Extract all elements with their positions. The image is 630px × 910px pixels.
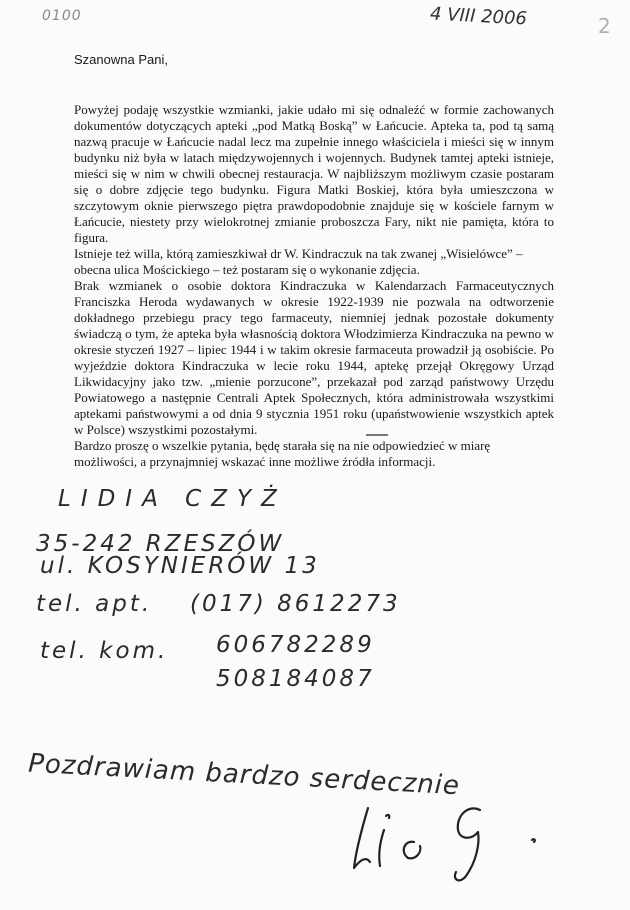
pharmacy-phone-label: tel. apt. bbox=[36, 591, 153, 617]
mobile-phone-1: 606782289 bbox=[216, 632, 375, 658]
divider-dash bbox=[366, 434, 388, 436]
page-number: 2 bbox=[598, 14, 611, 38]
mobile-phone-label: tel. kom. bbox=[40, 638, 169, 664]
reference-number: 0100 bbox=[42, 8, 82, 24]
paragraph-closing: Bardzo proszę o wszelkie pytania, będę starała się na nie odpowiedzieć w miarę możliwości, a przynajmniej wskazać inne możliwe źródła informacji. bbox=[74, 438, 491, 469]
paragraph-history: Brak wzmianek o osobie doktora Kindraczuka w Kalendarzach Farmaceutycznych Franciszka Heroda wydawanych w okresie 1922-1939 nie pozwala na odtworzenie dokładnego przebiegu pracy tego farmaceuty, niemniej jednak pozostałe dokumenty świadczą o tym, że apteka była własnością doktora Włodzimierza Kindraczuka na pewno w okresie styczeń 1927 – lipiec 1944 i w takim okresie farmaceuta prowadził ją osobiście. Po wyjeździe doktora Kindraczuka w lecie roku 1944, aptekę przejął Okręgowy Urząd Likwidacyjny jako tzw. „mienie porzucone”, przekazał pod zarząd państwowy Urzędu Powiatowego a następnie Centrali Aptek Społecznych, która administrowała wszystkimi aptekami państwowymi a od dnia 9 stycznia 1951 roku (upaństwowienie wszystkich aptek w Polsce) wszystkimi pozostałymi. bbox=[74, 278, 554, 437]
sender-postal-city: 35-242 RZESZÓW bbox=[36, 531, 285, 557]
letter-body bbox=[74, 52, 554, 470]
closing-greeting: Pozdrawiam bardzo serdecznie bbox=[27, 748, 461, 802]
handwritten-date: 4 VIII 2006 bbox=[429, 3, 528, 30]
salutation: Szanowna Pani, bbox=[74, 52, 168, 67]
signature-icon bbox=[340, 780, 570, 890]
sender-name: LIDIA CZYŻ bbox=[58, 486, 287, 512]
sender-street: ul. KOSYNIERÓW 13 bbox=[40, 553, 320, 579]
pharmacy-phone: (017) 8612273 bbox=[190, 591, 401, 617]
paragraph-villa: Istnieje też willa, którą zamieszkiwał dr W. Kindraczuk na tak zwanej „Wisielówce” – obecna ulica Mościckiego – też postaram się o wykonanie zdjęcia. bbox=[74, 246, 523, 277]
mobile-phone-2: 508184087 bbox=[216, 666, 375, 692]
paragraph-pharmacy: Powyżej podaję wszystkie wzmianki, jakie udało mi się odnaleźć w formie zachowanych dokumentów dotyczących apteki „pod Matką Boską” w Łańcucie. Apteka ta, pod tą samą nazwą pracuje w Łańcucie nadal lecz ma zupełnie innego właściciela i mieści się w innym budynku niż była w latach międzywojennych i wojennych. Budynek tamtej apteki istnieje, mieści się w nim w chwili obecnej restauracja. W najbliższym możliwym czasie postaram się o dobre zdjęcie tego budynku. Figura Matki Boskiej, która była umieszczona w szczytowym oknie pierwszego piętra prawdopodobnie znajduje się w kościele farnym w Łańcucie, niestety przy wielokrotnej zmianie proboszcza Fary, nikt nie pamięta, która to figura. bbox=[74, 102, 554, 245]
